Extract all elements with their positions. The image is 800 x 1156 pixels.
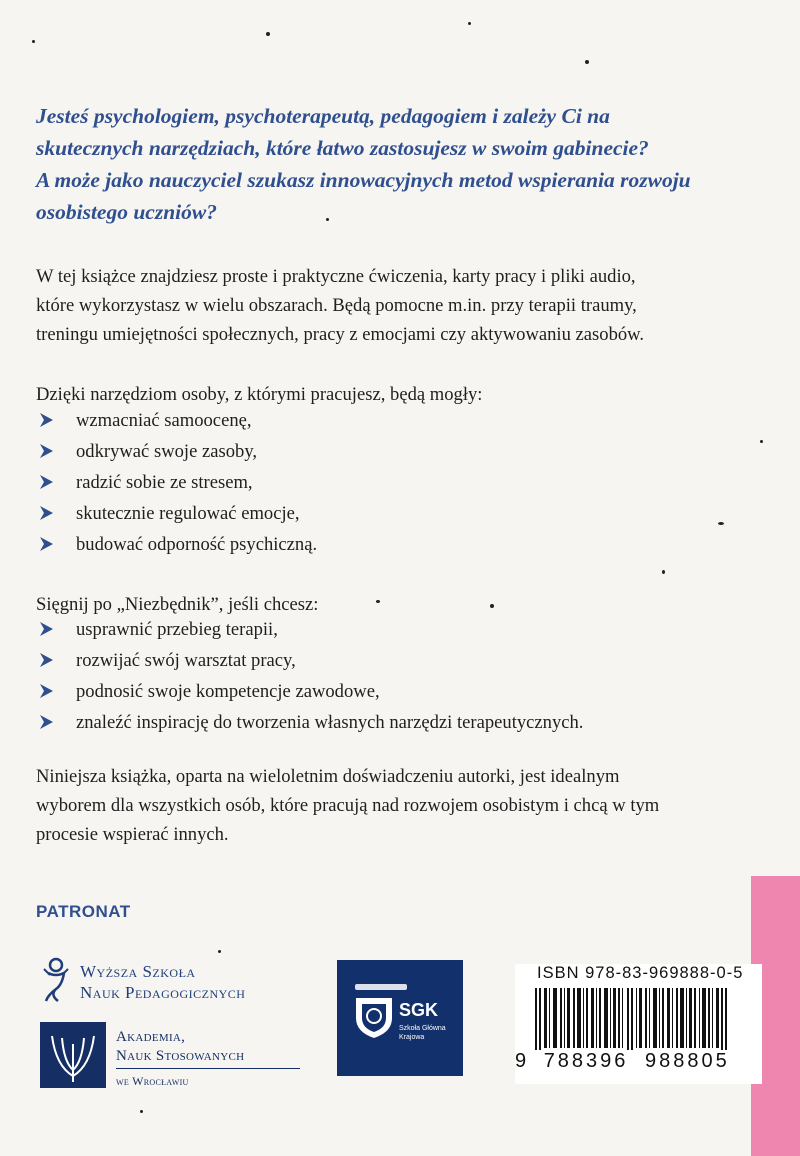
list-item	[36, 498, 317, 529]
paper-speck	[585, 60, 589, 64]
chevron-right-icon	[38, 505, 54, 521]
benefits-list	[36, 405, 317, 560]
list-item-text: usprawnić przebieg terapii,	[76, 619, 278, 640]
list-item	[36, 645, 583, 676]
ans-logo-icon	[40, 1022, 106, 1088]
sgk-name: SGK	[399, 1000, 439, 1020]
paragraph-line: które wykorzystasz w wielu obszarach. Będą pomocne m.in. przy terapii traumy,	[36, 295, 637, 316]
chevron-right-icon	[38, 536, 54, 552]
paragraph-line: W tej książce znajdziesz proste i praktyczne ćwiczenia, karty pracy i pliki audio,	[36, 266, 636, 287]
mermaid-icon	[38, 955, 74, 1003]
list-item	[36, 436, 317, 467]
paragraph-line: wyborem dla wszystkich osób, które pracują nad rozwojem osobistym i chcą w tym	[36, 795, 660, 816]
ean-left-digits: 788396	[543, 1050, 629, 1072]
wsnp-line2: Nauk Pedagogicznych	[80, 983, 246, 1002]
list-item-text: znaleźć inspirację do tworzenia własnych narzędzi terapeutycznych.	[76, 712, 584, 733]
chevron-right-icon	[38, 683, 54, 699]
paper-speck	[468, 22, 471, 25]
list-item-text: podnosić swoje kompetencje zawodowe,	[76, 681, 380, 702]
intro-line: skutecznych narzędziach, które łatwo zastosujesz w swoim gabinecie?	[36, 136, 649, 160]
sgk-logo	[337, 960, 463, 1076]
paper-speck	[32, 40, 35, 43]
list-item-text: radzić sobie ze stresem,	[76, 472, 253, 493]
sgk-sub2: Krajowa	[399, 1034, 425, 1041]
ans-line1: Akademia,	[116, 1029, 186, 1045]
sgk-sub1: Szkoła Główna	[399, 1025, 446, 1032]
ans-logo	[40, 1022, 320, 1088]
sgk-subtitle	[399, 1024, 446, 1042]
ans-line2: Nauk Stosowanych	[116, 1048, 245, 1064]
intro-line: A może jako nauczyciel szukasz innowacyjnych metod wspierania rozwoju	[36, 168, 691, 192]
paper-speck	[140, 1110, 143, 1113]
ean-right-digits: 988805	[645, 1050, 730, 1072]
intro-line: Jesteś psychologiem, psychoterapeutą, pedagogiem i zależy Ci na	[36, 104, 610, 128]
paper-speck	[490, 604, 494, 608]
list-item-text: wzmacniać samoocenę,	[76, 410, 252, 431]
list-item	[36, 405, 317, 436]
ans-divider	[116, 1068, 300, 1069]
reach-lead-text: Sięgnij po „Niezbędnik”, jeśli chcesz:	[36, 594, 319, 615]
paragraph-line: procesie wspierać innych.	[36, 824, 229, 845]
patronat-heading: PATRONAT	[36, 902, 131, 921]
list-item-text: odkrywać swoje zasoby,	[76, 441, 258, 462]
paper-speck	[662, 570, 665, 574]
chevron-right-icon	[38, 474, 54, 490]
chevron-right-icon	[38, 652, 54, 668]
paper-speck	[218, 950, 221, 953]
chevron-right-icon	[38, 621, 54, 637]
list-item	[36, 529, 317, 560]
chevron-right-icon	[38, 714, 54, 730]
list-item-text: budować odporność psychiczną.	[76, 534, 318, 555]
chevron-right-icon	[38, 443, 54, 459]
wsnp-line1: Wyższa Szkoła	[80, 962, 196, 981]
paper-speck	[266, 32, 270, 36]
list-item-text: rozwijać swój warsztat pracy,	[76, 650, 296, 671]
sgk-top-label	[355, 984, 407, 990]
barcode	[515, 964, 762, 1084]
list-item	[36, 467, 317, 498]
reach-list	[36, 614, 583, 738]
list-item	[36, 614, 583, 645]
ean-first-digit: 9	[515, 1050, 530, 1072]
wsnp-logo	[36, 955, 316, 1005]
intro-question	[36, 100, 766, 228]
list-item	[36, 707, 583, 738]
ans-line3: we Wrocławiu	[116, 1074, 189, 1088]
chevron-right-icon	[38, 412, 54, 428]
shield-icon	[353, 994, 395, 1040]
benefits-lead-text: Dzięki narzędziom osoby, z którymi pracujesz, będą mogły:	[36, 384, 483, 405]
ean-digits	[515, 1050, 745, 1073]
description-paragraph	[36, 262, 644, 349]
isbn-label: ISBN 978-83-969888-0-5	[537, 964, 744, 982]
paragraph-line: treningu umiejętności społecznych, pracy z emocjami czy aktywowaniu zasobów.	[36, 324, 645, 345]
list-item	[36, 676, 583, 707]
paragraph-line: Niniejsza książka, oparta na wieloletnim doświadczeniu autorki, jest idealnym	[36, 766, 620, 787]
paper-speck	[718, 522, 724, 525]
paper-speck	[760, 440, 763, 443]
intro-line: osobistego uczniów?	[36, 200, 217, 224]
closing-paragraph	[36, 762, 659, 849]
paper-speck	[376, 600, 380, 603]
list-item-text: skutecznie regulować emocje,	[76, 503, 300, 524]
